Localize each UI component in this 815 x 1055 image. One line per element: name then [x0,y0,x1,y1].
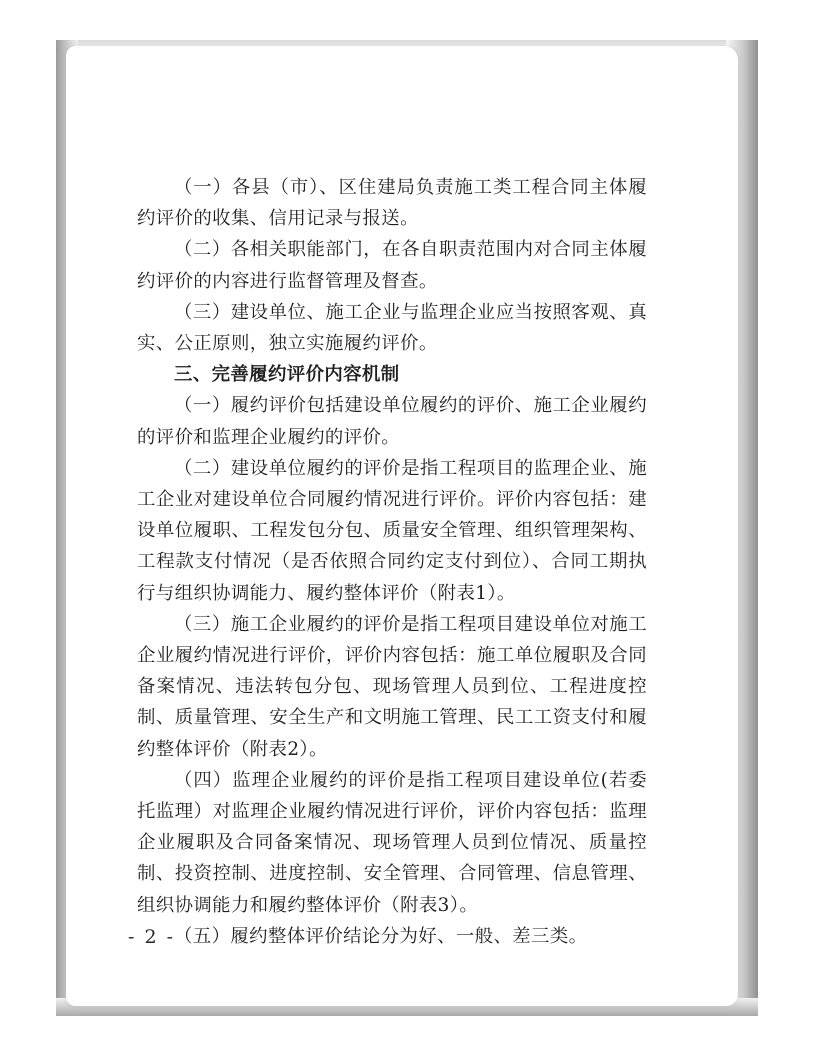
section-paragraph-4: （四）监理企业履约的评价是指工程项目建设单位(若委托监理）对监理企业履约情况进行评价，评价内容包括：监理企业履职及合同备案情况、现场管理人员到位情况、质量控制、投资控制、进度控制、安全管理、合同管理、信息管理、组织协调能力和履约整体评价（附表3）。 [137,769,647,916]
paragraph-1: （一）各县（市）、区住建局负责施工类工程合同主体履约评价的收集、信用记录与报送。 [137,177,647,230]
section-paragraph-5: （五）履约整体评价结论分为好、一般、差三类。 [174,925,588,947]
document-body [137,172,647,952]
paragraph-2: （二）各相关职能部门，在各自职责范围内对合同主体履约评价的内容进行监督管理及督查。 [137,239,647,292]
section-heading: 三、完善履约评价内容机制 [174,364,400,386]
section-paragraph-3: （三）施工企业履约的评价是指工程项目建设单位对施工企业履约情况进行评价，评价内容包括：施工单位履职及合同备案情况、违法转包分包、现场管理人员到位、工程进度控制、质量管理、安全生产和文明施工管理、民工工资支付和履约整体评价（附表2）。 [137,613,647,760]
section-paragraph-1: （一）履约评价包括建设单位履约的评价、施工企业履约的评价和监理企业履约的评价。 [137,395,647,448]
page-number: - 2 - [128,926,176,948]
paragraph-3: （三）建设单位、施工企业与监理企业应当按照客观、真实、公正原则，独立实施履约评价。 [137,301,647,355]
section-paragraph-2: （二）建设单位履约的评价是指工程项目的监理企业、施工企业对建设单位合同履约情况进行评价。评价内容包括：建设单位履职、工程发包分包、质量安全管理、组织管理架构、工程款支付情况（是否依照合同约定支付到位）、合同工期执行与组织协调能力、履约整体评价（附表1）。 [137,457,647,604]
